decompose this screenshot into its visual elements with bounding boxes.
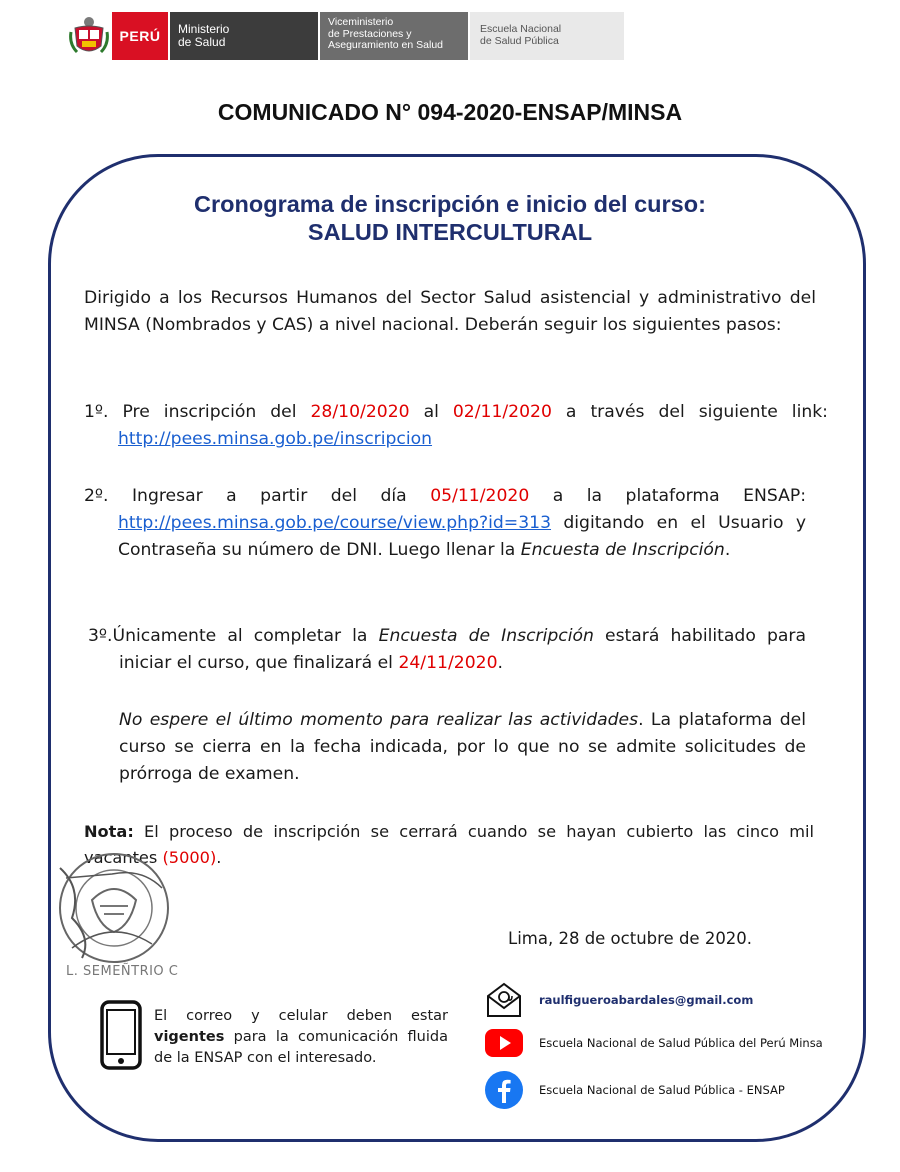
- inscripcion-link[interactable]: http://pees.minsa.gob.pe/inscripcion: [118, 429, 433, 449]
- nota-count: (5000): [162, 848, 217, 867]
- contact-facebook: [484, 1070, 785, 1110]
- step-1-text-b: al: [409, 402, 453, 422]
- nota-paragraph: [84, 819, 814, 871]
- title-line1: Cronograma de inscripción e inicio del curso:: [194, 191, 706, 217]
- vice-line2: de Prestaciones y: [328, 27, 412, 40]
- place-date: Lima, 28 de octubre de 2020.: [508, 929, 753, 948]
- intro-paragraph: Dirigido a los Recursos Humanos del Sector Salud asistencial y administrativo del MINSA (Nombrados y CAS) a nivel nacional. Deberán seguir los siguientes pasos:: [84, 288, 816, 335]
- escuela-line1: Escuela Nacional: [480, 23, 562, 35]
- step-3-text-c: .: [497, 653, 503, 673]
- step-1-start-date: 28/10/2020: [310, 402, 410, 422]
- step-3-encuesta: Encuesta de Inscripción: [378, 626, 594, 646]
- contact-email-address[interactable]: raulfigueroabardales@gmail.com: [539, 993, 754, 1007]
- vice-line3: Aseguramiento en Salud: [328, 39, 443, 51]
- escuela-logo: [470, 12, 624, 60]
- step-2-encuesta: Encuesta de Inscripción: [520, 540, 725, 560]
- contact-facebook-name[interactable]: Escuela Nacional de Salud Pública - ENSAP: [539, 1083, 785, 1097]
- step-1-text-a: Pre inscripción del: [108, 402, 311, 422]
- phone-note-text-a: El correo y celular deben estar: [154, 1008, 448, 1024]
- title-line2: SALUD INTERCULTURAL: [307, 219, 593, 245]
- signature-name: L. SEMEÑTRIO C: [66, 964, 179, 979]
- phone-note-text-b: para la comunicación fluida de la ENSAP con el interesado.: [154, 1029, 448, 1066]
- step-3-date: 24/11/2020: [398, 653, 498, 673]
- step-1: [84, 399, 828, 453]
- document-heading: COMUNICADO N° 094-2020-ENSAP/MINSA: [217, 99, 683, 125]
- warning-italic: No espere el último momento para realizar las actividades: [119, 710, 639, 730]
- phone-note-bold: vigentes: [154, 1029, 225, 1045]
- step-2: [84, 483, 806, 564]
- contact-youtube-name[interactable]: Escuela Nacional de Salud Pública del Perú Minsa: [539, 1036, 823, 1050]
- header-logos: [66, 12, 624, 60]
- step-2-text-a: Ingresar a partir del día: [108, 486, 431, 506]
- phone-icon: [100, 1000, 142, 1070]
- ministerio-line2: de Salud: [178, 35, 226, 49]
- nota-text: El proceso de inscripción se cerrará cuando se hayan cubierto las cinco mil vacantes: [84, 822, 814, 867]
- phone-note: [154, 1006, 448, 1069]
- warning-text: . La plataforma del curso se cierra en la fecha indicada, por lo que no se admite solicitudes de prórroga de examen.: [119, 710, 806, 784]
- youtube-icon: [484, 1023, 524, 1063]
- step-3-number: 3º.: [88, 626, 113, 646]
- warning-paragraph: [119, 707, 806, 788]
- contact-youtube: [484, 1023, 823, 1063]
- facebook-icon: [484, 1070, 524, 1110]
- step-1-text-c: a través del siguiente link:: [551, 402, 828, 422]
- ministerio-logo: [170, 12, 318, 60]
- peru-logo: PERÚ: [112, 12, 168, 60]
- nota-end: .: [216, 848, 222, 867]
- step-1-number: 1º.: [84, 402, 109, 422]
- contact-email: [484, 980, 753, 1020]
- nota-label: Nota:: [84, 822, 134, 841]
- escuela-line2: de Salud Pública: [480, 35, 559, 47]
- step-2-text-c: digitando en el Usuario y Contraseña su número de DNI. Luego llenar la: [118, 513, 806, 560]
- email-icon: [484, 980, 524, 1020]
- step-3: [88, 623, 806, 677]
- step-2-date: 05/11/2020: [430, 486, 530, 506]
- step-1-end-date: 02/11/2020: [452, 402, 552, 422]
- vice-line1: Viceministerio: [328, 16, 394, 28]
- peru-crest-icon: [66, 12, 112, 60]
- step-2-number: 2º.: [84, 486, 109, 506]
- course-title: [0, 190, 900, 246]
- step-2-text-d: .: [724, 540, 731, 560]
- step-3-text-a: Únicamente al completar la: [112, 626, 379, 646]
- step-3-text-b: estará habilitado para iniciar el curso, que finalizará el: [119, 626, 806, 673]
- course-link[interactable]: http://pees.minsa.gob.pe/course/view.php?id=313: [118, 513, 552, 533]
- step-2-text-b: a la plataforma ENSAP:: [529, 486, 806, 506]
- viceministerio-logo: [320, 12, 468, 60]
- ministerio-line1: Ministerio: [178, 22, 230, 36]
